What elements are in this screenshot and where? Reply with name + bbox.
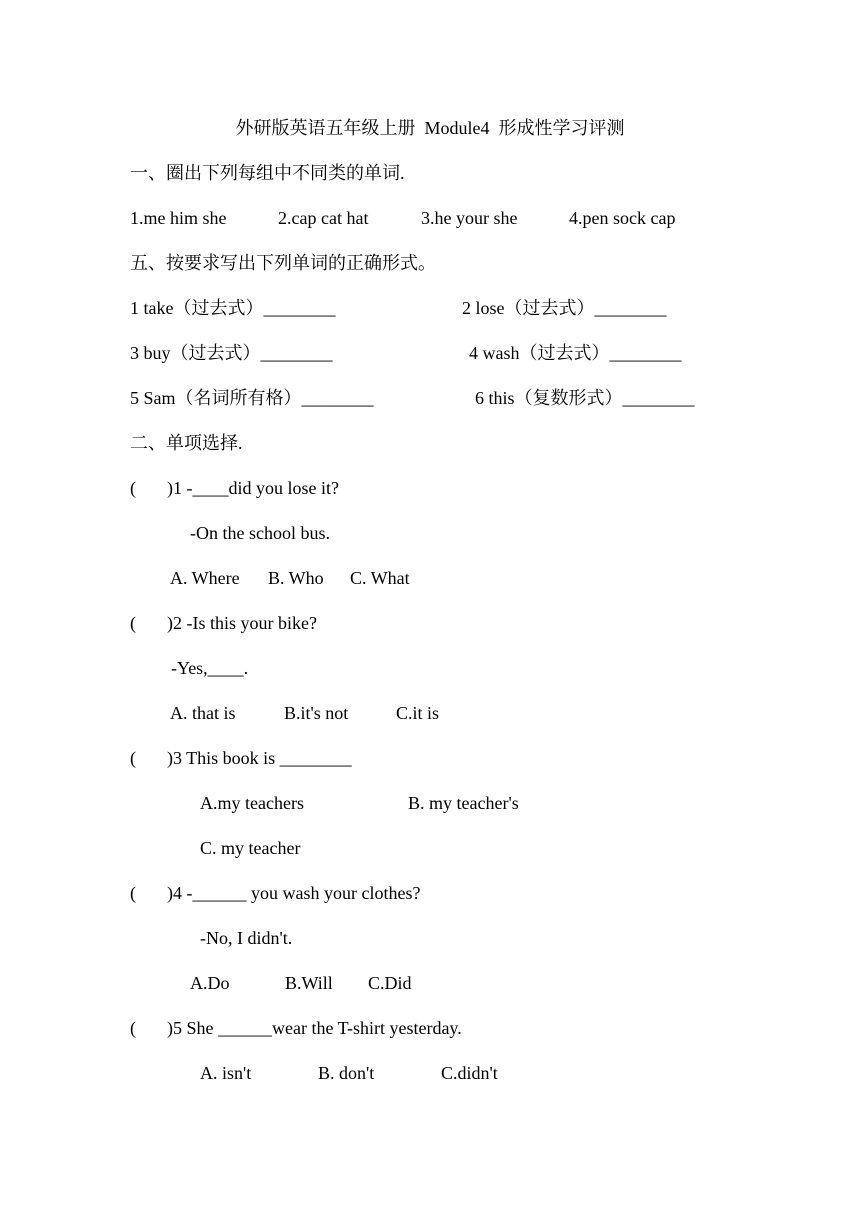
q3-option-a: A.my teachers [200, 793, 304, 813]
q3-option-c: C. my teacher [200, 838, 301, 858]
q1-option-b: B. Who [268, 568, 324, 588]
section5-item-3: 3 buy（过去式）________ [130, 343, 333, 363]
section1-item-3: 3.he your she [421, 208, 518, 228]
q5-prompt: )5 She ______wear the T-shirt yesterday. [167, 1018, 462, 1038]
q5-paren: ( [130, 1018, 136, 1038]
section5-item-1: 1 take（过去式）________ [130, 298, 336, 318]
q4-option-a: A.Do [190, 973, 230, 993]
q4-answer-line: -No, I didn't. [200, 928, 293, 948]
q1-paren: ( [130, 478, 136, 498]
q5-option-b: B. don't [318, 1063, 375, 1083]
section5-item-6: 6 this（复数形式）________ [475, 388, 695, 408]
section5-item-4: 4 wash（过去式）________ [469, 343, 682, 363]
section5-item-5: 5 Sam（名词所有格）________ [130, 388, 374, 408]
q2-paren: ( [130, 613, 136, 633]
q2-option-a: A. that is [170, 703, 236, 723]
q1-prompt: )1 -____did you lose it? [167, 478, 339, 498]
q2-option-c: C.it is [396, 703, 440, 723]
section5-item-2: 2 lose（过去式）________ [462, 298, 667, 318]
q3-prompt: )3 This book is ________ [167, 748, 352, 768]
q1-answer-line: -On the school bus. [190, 523, 330, 543]
q2-option-b: B.it's not [284, 703, 349, 723]
q1-option-a: A. Where [170, 568, 240, 588]
q3-paren: ( [130, 748, 136, 768]
q4-option-b: B.Will [285, 973, 333, 993]
q4-paren: ( [130, 883, 136, 903]
q5-option-a: A. isn't [200, 1063, 252, 1083]
q3-option-b: B. my teacher's [408, 793, 519, 813]
section1-heading: 一、圈出下列每组中不同类的单词. [130, 163, 405, 183]
q2-answer-line: -Yes,____. [171, 658, 249, 678]
q4-prompt: )4 -______ you wash your clothes? [167, 883, 421, 903]
q1-option-c: C. What [350, 568, 410, 588]
section2-heading: 二、单项选择. [130, 433, 243, 453]
q2-prompt: )2 -Is this your bike? [167, 613, 317, 633]
section1-item-1: 1.me him she [130, 208, 227, 228]
q5-option-c: C.didn't [441, 1063, 498, 1083]
section5-heading: 五、按要求写出下列单词的正确形式。 [130, 253, 436, 273]
page-title: 外研版英语五年级上册 Module4 形成性学习评测 [235, 118, 625, 138]
section1-item-4: 4.pen sock cap [569, 208, 676, 228]
q4-option-c: C.Did [368, 973, 412, 993]
section1-item-2: 2.cap cat hat [278, 208, 369, 228]
